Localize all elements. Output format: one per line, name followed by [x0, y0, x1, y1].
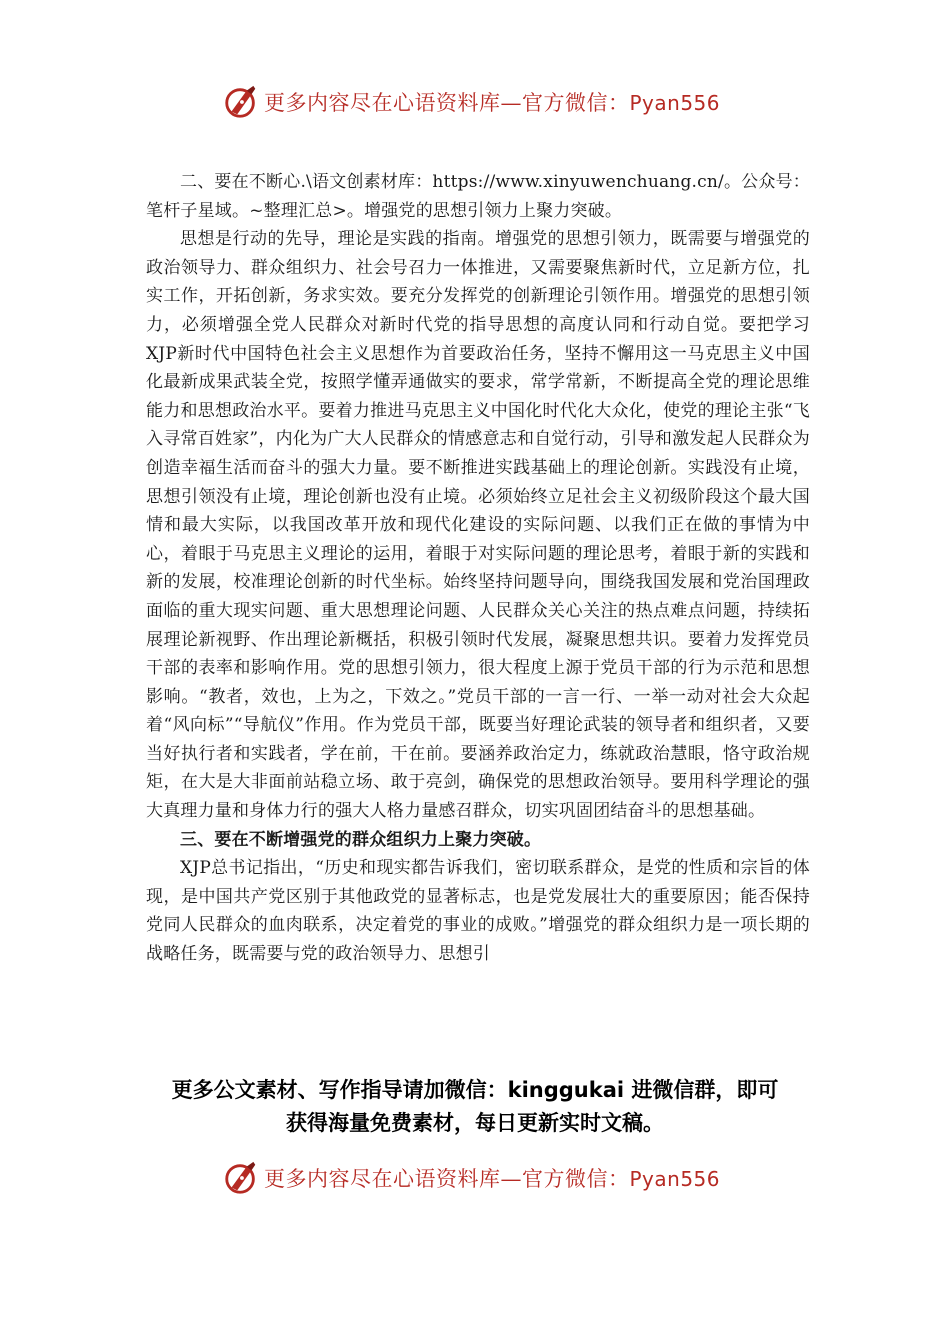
footer-banner	[0, 1158, 950, 1198]
header-banner-content	[222, 82, 720, 122]
promo-notice-line-1: 更多公文素材、写作指导请加微信：kinggukai 进微信群，即可	[171, 1078, 779, 1102]
banner-text: 更多内容尽在心语资料库—官方微信：Pyan556	[264, 1167, 721, 1191]
wechat-id: Pyan556	[629, 91, 721, 115]
promo-notice-line-2: 获得海量免费素材，每日更新实时文稿。	[286, 1111, 664, 1135]
promo-notice	[130, 1074, 820, 1140]
footer-banner-content	[222, 1158, 720, 1198]
body-paragraph: XJP总书记指出，“历史和现实都告诉我们，密切联系群众，是党的性质和宗旨的体现，是中国共产党区别于其他政党的显著标志，也是党发展壮大的重要原因；能否保持党同人民群众的血肉联系，决定着党的事业的成败。”增强党的群众组织力是一项长期的战略任务，既需要与党的政治领导力、思想引	[146, 858, 810, 965]
header-banner	[0, 82, 950, 122]
pen-nib-logo-icon	[222, 83, 260, 121]
body-paragraph: 思想是行动的先导，理论是实践的指南。增强党的思想引领力，既需要与增强党的政治领导力、群众组织力、社会号召力一体推进，又需要聚焦新时代，立足新方位，扎实工作，开拓创新，务求实效。要充分发挥党的创新理论引领作用。增强党的思想引领力，必须增强全党人民群众对新时代党的指导思想的高度认同和行动自觉。要把学习XJP新时代中国特色社会主义思想作为首要政治任务，坚持不懈用这一马克思主义中国化最新成果武装全党，按照学懂弄通做实的要求，常学常新，不断提高全党的理论思维能力和思想政治水平。要着力推进马克思主义中国化时代化大众化，使党的理论主张“飞入寻常百姓家”，内化为广大人民群众的情感意志和自觉行动，引导和激发起人民群众为创造幸福生活而奋斗的强大力量。要不断推进实践基础上的理论创新。实践没有止境，思想引领没有止境，理论创新也没有止境。必须始终立足社会主义初级阶段这个最大国情和最大实际，以我国改革开放和现代化建设的实际问题、以我们正在做的事情为中心，着眼于马克思主义理论的运用，着眼于对实际问题的理论思考，着眼于新的实践和新的发展，校准理论创新的时代坐标。始终坚持问题导向，围绕我国发展和党治国理政面临的重大现实问题、重大思想理论问题、人民群众关心关注的热点难点问题，持续拓展理论新视野、作出理论新概括，积极引领时代发展，凝聚思想共识。要着力发挥党员干部的表率和影响作用。党的思想引领力，很大程度上源于党员干部的行为示范和思想影响。“教者，效也，上为之，下效之。”党员干部的一言一行、一举一动对社会大众起着“风向标”“导航仪”作用。作为党员干部，既要当好理论武装的领导者和组织者，又要当好执行者和实践者，学在前，干在前。要涵养政治定力，练就政治慧眼，恪守政治规矩，在大是大非面前站稳立场、敢于亮剑，确保党的思想政治领导。要用科学理论的强大真理力量和身体力行的强大人格力量感召群众，切实巩固团结奋斗的思想基础。	[146, 229, 810, 822]
pen-nib-logo-icon	[222, 1159, 260, 1197]
banner-text: 更多内容尽在心语资料库—官方微信：Pyan556	[264, 91, 721, 115]
document-body	[146, 168, 810, 969]
section-heading-2: 二、要在不断心.\语文创素材库：https://www.xinyuwenchuang.cn/。公众号：笔杆子星域。~整理汇总>。增强党的思想引领力上聚力突破。	[146, 172, 810, 221]
wechat-id: Pyan556	[629, 1167, 721, 1191]
section-heading-3: 三、要在不断增强党的群众组织力上聚力突破。	[180, 829, 542, 850]
